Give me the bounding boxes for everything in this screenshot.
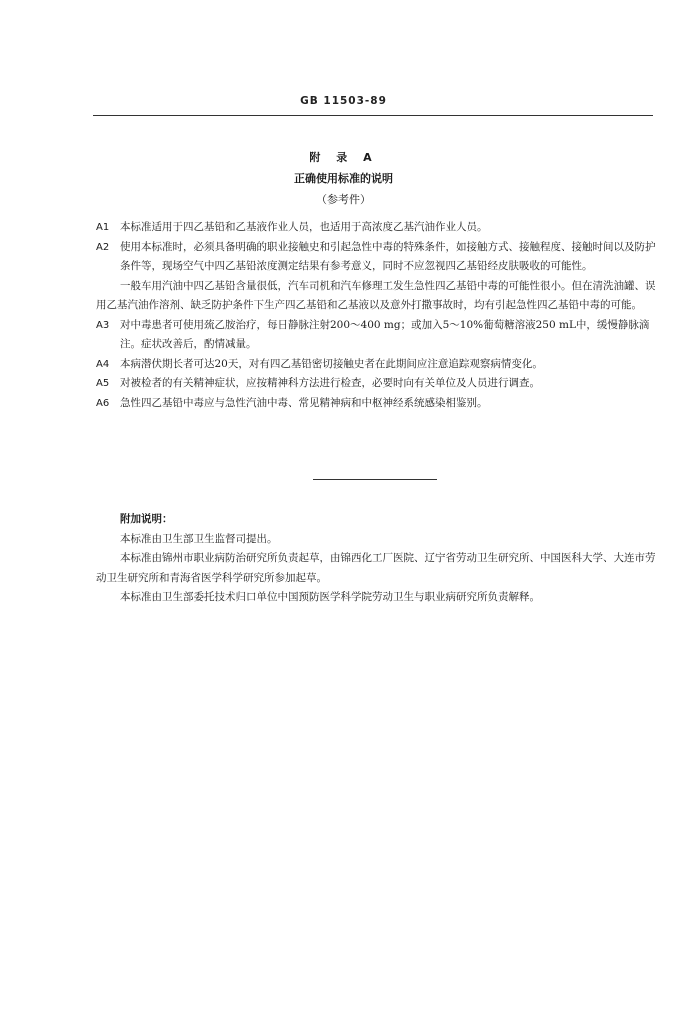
clause-number: A1 [96, 222, 110, 233]
clause-a1 [96, 218, 656, 238]
clause-number: A3 [96, 319, 110, 331]
clause-text: 对中毒患者可使用巯乙胺治疗，每日静脉注射200～400 mg；或加入5～10%葡萄糖溶液250 mL中，缓慢静脉滴注。症状改善后，酌情减量。 [120, 318, 650, 350]
appendix-note: （参考件） [316, 193, 371, 206]
header-rule [93, 115, 653, 116]
clause-number: A6 [96, 397, 110, 409]
additional-note-paragraph: 本标准由卫生部委托技术归口单位中国预防医学科学院劳动卫生与职业病研究所负责解释。 [120, 591, 540, 603]
clause-a2-paragraph: 一般车用汽油中四乙基铅含量很低，汽车司机和汽车修理工发生急性四乙基铅中毒的可能性很小。但在清洗油罐、误用乙基汽油作溶剂、缺乏防护条件下生产四乙基铅和乙基液以及意外打撒事故时，均有引起急性四乙基铅中毒的可能。 [96, 279, 656, 311]
clause-number: A4 [96, 358, 110, 370]
appendix-body [96, 218, 656, 413]
clause-text: 急性四乙基铅中毒应与急性汽油中毒、常见精神病和中枢神经系统感染相鉴别。 [120, 396, 488, 409]
standard-code-header: GB 11503-89 [300, 95, 387, 107]
clause-a5 [96, 374, 656, 394]
clause-a6 [96, 394, 656, 414]
additional-notes [96, 510, 656, 608]
appendix-title-block [0, 147, 687, 210]
clause-a3 [96, 316, 656, 355]
appendix-title: 附 录 A [309, 151, 378, 164]
appendix-subtitle: 正确使用标准的说明 [294, 172, 393, 185]
clause-text: 本标准适用于四乙基铅和乙基液作业人员，也适用于高浓度乙基汽油作业人员。 [120, 221, 488, 233]
section-divider [313, 479, 437, 480]
additional-note-paragraph: 本标准由卫生部卫生监督司提出。 [120, 532, 278, 545]
additional-note-paragraph: 本标准由锦州市职业病防治研究所负责起草，由锦西化工厂医院、辽宁省劳动卫生研究所、中国医科大学、大连市劳动卫生研究所和青海省医学科学研究所参加起草。 [96, 552, 656, 584]
clause-a4 [96, 355, 656, 375]
clause-text: 本病潜伏期长者可达20天，对有四乙基铅密切接触史者在此期间应注意追踪观察病情变化。 [120, 357, 543, 370]
clause-a2 [96, 238, 656, 277]
clause-text: 对被检者的有关精神症状，应按精神科方法进行检查，必要时向有关单位及人员进行调查。 [120, 377, 540, 389]
clause-text: 使用本标准时，必须具备明确的职业接触史和引起急性中毒的特殊条件，如接触方式、接触程度、接触时间以及防护条件等，现场空气中四乙基铅浓度测定结果有参考意义，同时不应忽视四乙基铅经皮肤吸收的可能性。 [120, 240, 656, 272]
clause-number: A2 [96, 241, 110, 253]
clause-number: A5 [96, 378, 110, 389]
additional-notes-title: 附加说明： [120, 513, 173, 525]
